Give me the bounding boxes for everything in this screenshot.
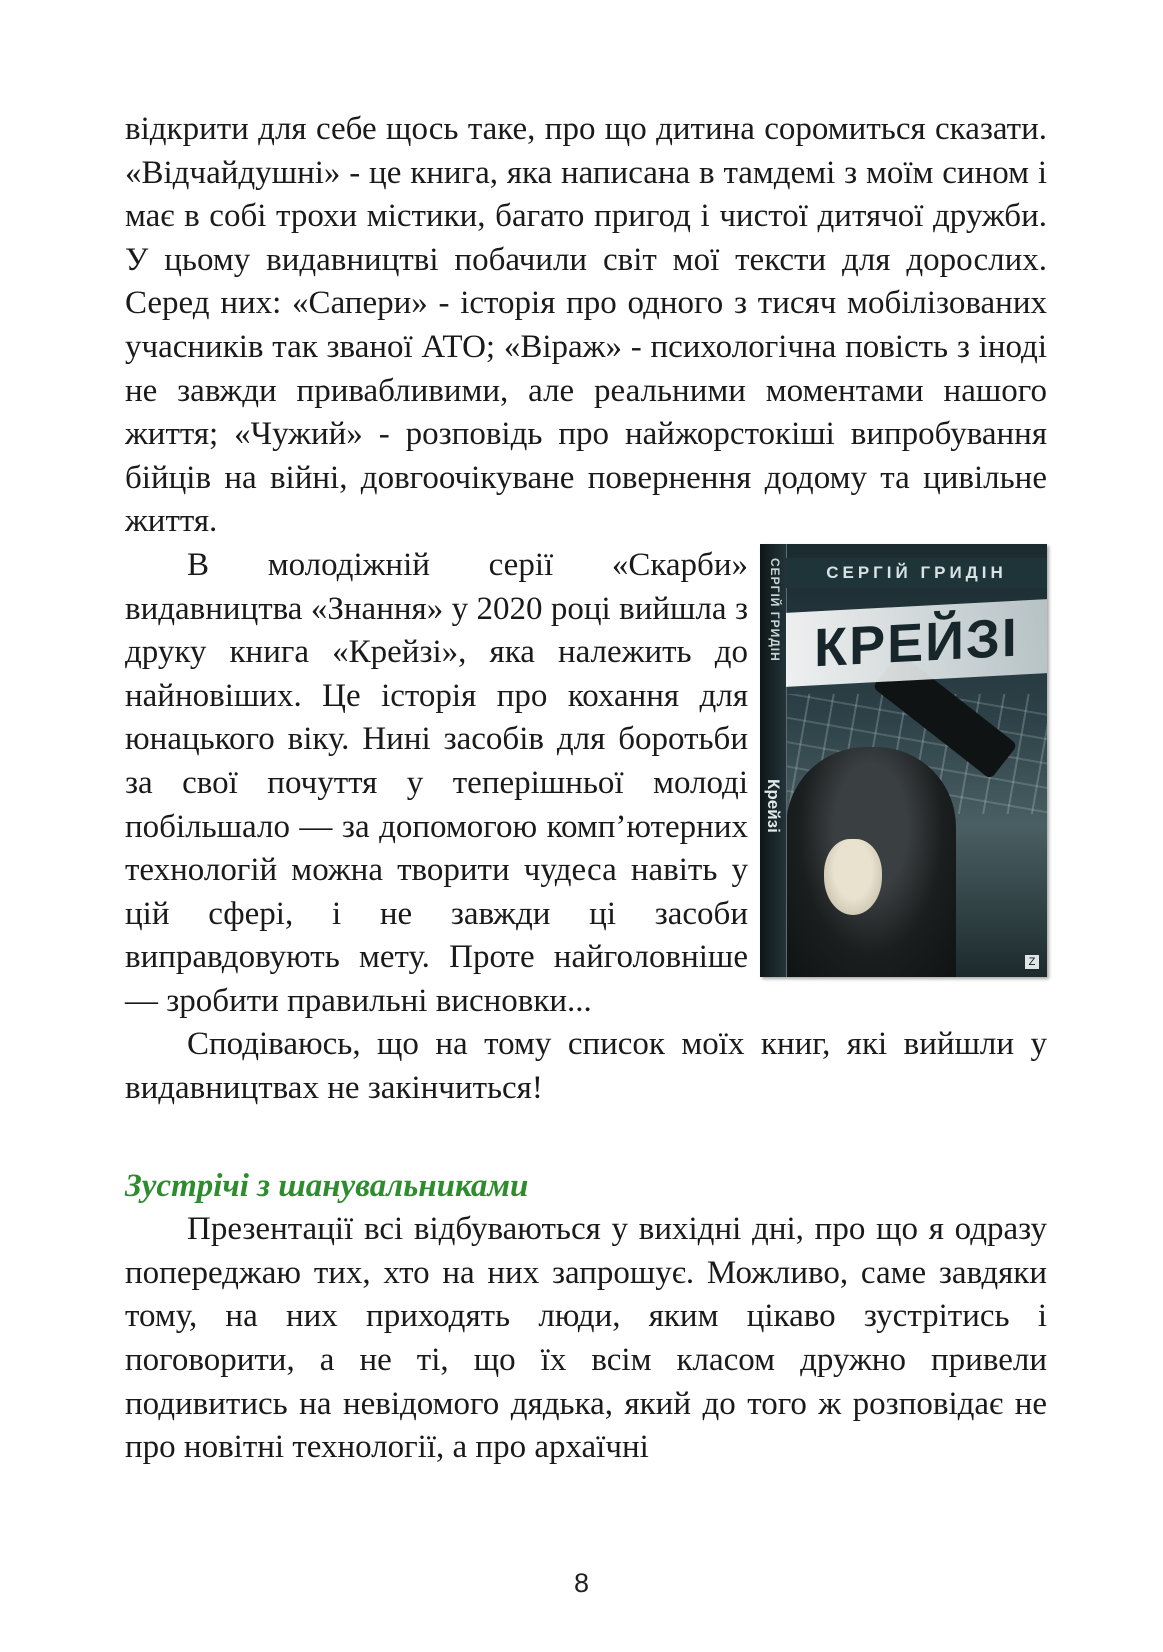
cover-author: СЕРГІЙ ГРИДІН <box>786 558 1047 588</box>
paragraph-books-intro: відкрити для себе щось таке, про що дитина соромиться сказати. «Відчайдушні» - це книга, яка написана в тамдемі з моїм сином і має в собі трохи містики, багато пригод і чистої дитячої дружби. У цьому видавництві побачили світ мої тексти для дорослих. Серед них: «Сапери» - історія про одного з тисяч мобілізованих учасників так званої АТО; «Віраж» - психологічна повість з іноді не завжди привабливими, але реальними моментами нашого життя; «Чужий» - розповідь про найжорстокіші випробування бійців на війні, довгоочікуване повернення додому та цивільне життя. <box>125 111 1047 540</box>
cover-title: КРЕЙЗІ <box>814 607 1019 679</box>
spine-title: Крейзі <box>764 778 783 833</box>
cover-title-band <box>786 599 1047 687</box>
section-heading: Зустрічі з шанувальниками <box>125 1167 529 1204</box>
paragraph-presentations: Презентації всі відбуваються у вихідні дні, про що я одразу попереджаю тих, хто на них запрошує. Можливо, саме завдяки тому, на них приходять люди, яким цікаво зустрітись і поговорити, а не ті, що їх всім класом дружно привели подивитись на невідомого дядька, який до того ж розповідає не про новітні технології, а про архаїчні <box>125 1211 1047 1466</box>
book-cover-art <box>760 544 1047 977</box>
page-body <box>125 108 1047 1470</box>
paragraph-kreizi: В молодіжній серії «Скарби» видавництва «Знання» у 2020 році вийшла з друку книга «Крейзі», яка належить до найновіших. Це історія про кохання для юнацького віку. Нині засобів для боротьби за свої почуття у теперішньої молоді побільшало — за допомогою комп’ютерних технологій можна творити чудеса навіть у цій сфері, і не завжди ці засоби виправдовують мету. Проте найголовніше — зробити правильні висновки... <box>125 546 748 1019</box>
cover-mask <box>824 839 882 915</box>
book-cover-image <box>760 544 1047 977</box>
spine-author: СЕРГІЙ ГРИДІН <box>768 557 782 662</box>
paragraph-hope: Сподіваюсь, що на тому список моїх книг, які вийшли у видавництвах не закінчиться! <box>125 1026 1047 1107</box>
cover-spine <box>760 544 787 977</box>
publisher-logo: Z <box>1025 955 1039 969</box>
page-number: 8 <box>573 1568 590 1598</box>
